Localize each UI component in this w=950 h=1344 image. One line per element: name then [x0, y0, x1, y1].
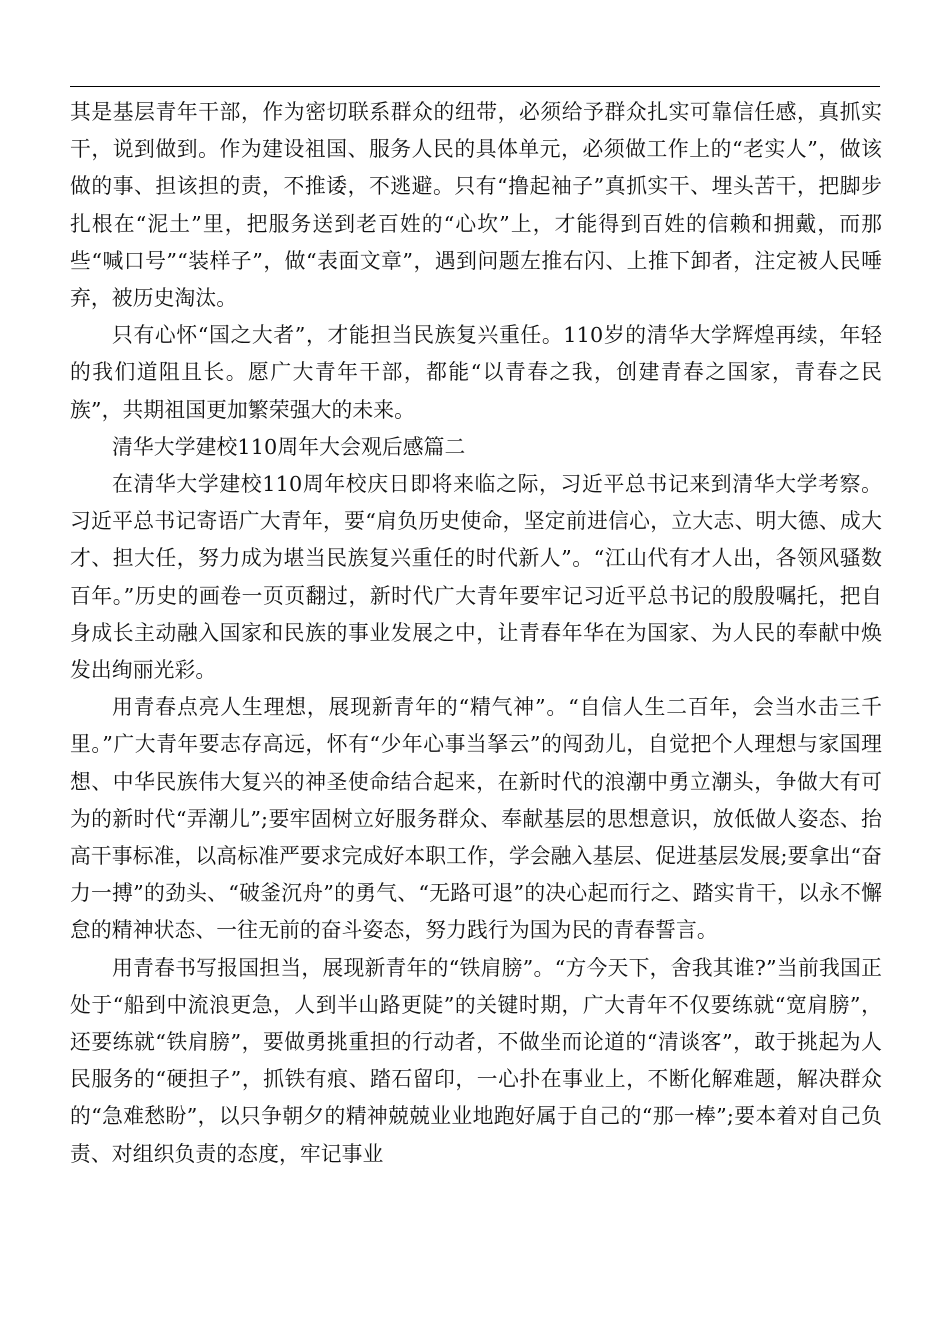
header-rule	[70, 86, 880, 87]
paragraph-continued: 其是基层青年干部，作为密切联系群众的纽带，必须给予群众扎实可靠信任感，真抓实干，说到做到。作为建设祖国、服务人民的具体单元，必须做工作上的“老实人”，做该做的事、担该担的责，不推诿，不逃避。只有“撸起袖子”真抓实干、埋头苦干，把脚步扎根在“泥土”里，把服务送到老百姓的“心坎”上，才能得到百姓的信赖和拥戴，而那些“喊口号”“装样子”，做“表面文章”，遇到问题左推右闪、上推下卸者，注定被人民唾弃，被历史淘汰。	[70, 100, 882, 311]
paragraph: 用青春书写报国担当，展现新青年的“铁肩膀”。“方今天下，舍我其谁?”当前我国正处于“船到中流浪更急，人到半山路更陡”的关键时期，广大青年不仅要练就“宽肩膀”，还要练就“铁肩膀”，要做勇挑重担的行动者，不做坐而论道的“清谈客”，敢于挑起为人民服务的“硬担子”，抓铁有痕、踏石留印，一心扑在事业上，不断化解难题，解决群众的“急难愁盼”，以只争朝夕的精神兢兢业业地跑好属于自己的“那一棒”;要本着对自己负责、对组织负责的态度，牢记事业	[70, 955, 882, 1166]
document-body	[70, 94, 882, 1173]
paragraph: 用青春点亮人生理想，展现新青年的“精气神”。“自信人生二百年，会当水击三千里。”广大青年要志存高远，怀有“少年心事当拏云”的闯劲儿，自觉把个人理想与家国理想、中华民族伟大复兴的神圣使命结合起来，在新时代的浪潮中勇立潮头，争做大有可为的新时代“弄潮儿”;要牢固树立好服务群众、奉献基层的思想意识，放低做人姿态、抬高干事标准，以高标准严要求完成好本职工作，学会融入基层、促进基层发展;要拿出“奋力一搏”的劲头、“破釜沉舟”的勇气、“无路可退”的决心起而行之、踏实肯干，以永不懈怠的精神状态、一往无前的奋斗姿态，努力践行为国为民的青春誓言。	[70, 695, 882, 943]
section-heading: 清华大学建校110周年大会观后感篇二	[112, 434, 466, 459]
paragraph: 只有心怀“国之大者”，才能担当民族复兴重任。110岁的清华大学辉煌再续，年轻的我们道阻且长。愿广大青年干部，都能“以青春之我，创建青春之国家，青春之民族”，共期祖国更加繁荣强大的未来。	[70, 323, 882, 422]
paragraph: 在清华大学建校110周年校庆日即将来临之际，习近平总书记来到清华大学考察。习近平总书记寄语广大青年，要“肩负历史使命，坚定前进信心，立大志、明大德、成大才、担大任，努力成为堪当民族复兴重任的时代新人”。“江山代有才人出，各领风骚数百年。”历史的画卷一页页翻过，新时代广大青年要牢记习近平总书记的殷殷嘱托，把自身成长主动融入国家和民族的事业发展之中，让青春年华在为国家、为人民的奉献中焕发出绚丽光彩。	[70, 472, 882, 683]
